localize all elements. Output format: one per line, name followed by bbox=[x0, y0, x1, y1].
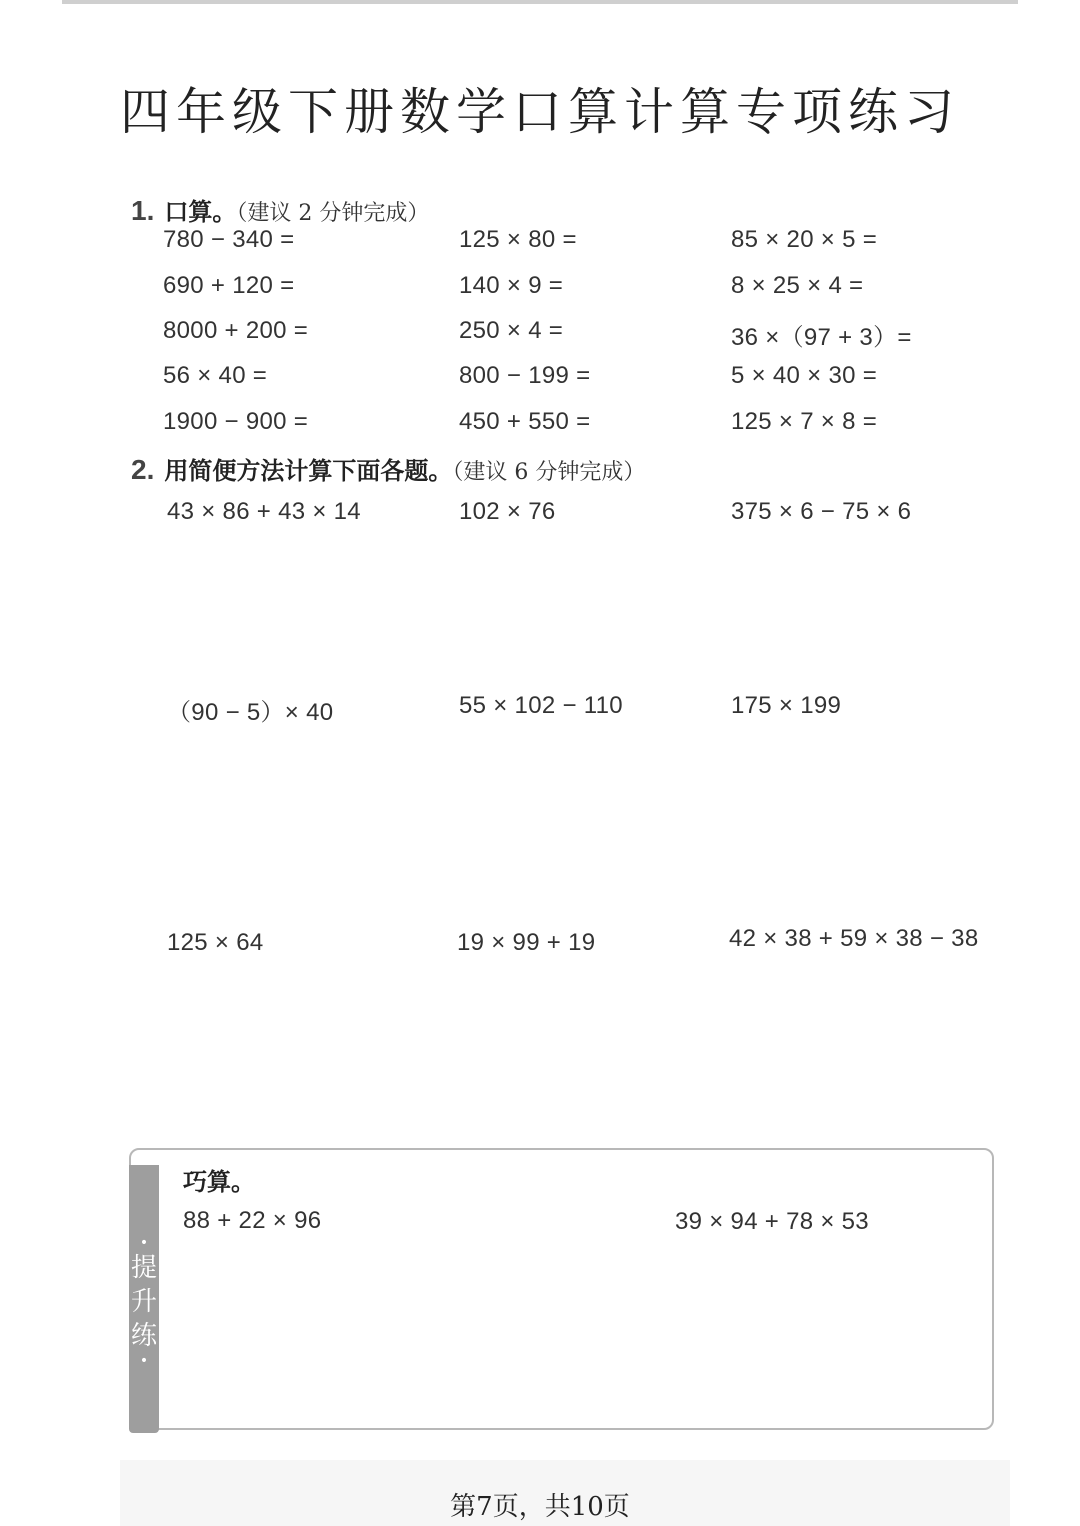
section-1-number: 1. bbox=[131, 195, 155, 226]
challenge-problem: 88 + 22 × 96 bbox=[183, 1207, 322, 1234]
page-title: 四年级下册数学口算计算专项练习 bbox=[120, 83, 960, 141]
section-1-hint: （建议 2 分钟完成） bbox=[236, 201, 430, 226]
oral-problem: 690 + 120 = bbox=[163, 272, 295, 299]
oral-problem: 8 × 25 × 4 = bbox=[731, 272, 864, 299]
section-2-number: 2. bbox=[131, 454, 155, 485]
side-tab-text bbox=[129, 1251, 159, 1353]
top-border-line bbox=[62, 0, 1018, 4]
challenge-panel bbox=[129, 1148, 994, 1430]
section-2-hint: （建议 6 分钟完成） bbox=[452, 460, 646, 485]
oral-problem: 125 × 80 = bbox=[459, 226, 577, 253]
section-1-heading bbox=[131, 192, 429, 227]
simplify-problem: 102 × 76 bbox=[459, 498, 556, 525]
oral-problem: 140 × 9 = bbox=[459, 272, 564, 299]
oral-problem: 36 ×（97 + 3）= bbox=[731, 324, 912, 351]
simplify-problem: 175 × 199 bbox=[731, 692, 842, 719]
oral-problem: 85 × 20 × 5 = bbox=[731, 226, 878, 253]
oral-problem: 780 − 340 = bbox=[163, 226, 295, 253]
section-2-heading bbox=[131, 451, 645, 486]
side-tab-char: 升 bbox=[130, 1287, 157, 1317]
simplify-problem: 43 × 86 + 43 × 14 bbox=[167, 498, 361, 525]
page-number: 第7页，共10页 bbox=[450, 1492, 630, 1522]
oral-problem: 450 + 550 = bbox=[459, 408, 591, 435]
oral-problem: 5 × 40 × 30 = bbox=[731, 362, 878, 389]
section-2-label: 用简便方法计算下面各题。 bbox=[164, 458, 453, 485]
oral-problem: 1900 − 900 = bbox=[163, 408, 309, 435]
simplify-problem: 125 × 64 bbox=[167, 929, 264, 956]
simplify-problem: 375 × 6 − 75 × 6 bbox=[731, 498, 912, 525]
panel-side-tab bbox=[129, 1165, 159, 1433]
simplify-problem: （90 − 5）× 40 bbox=[167, 699, 334, 726]
section-1-label: 口算。 bbox=[164, 199, 237, 226]
oral-problem: 125 × 7 × 8 = bbox=[731, 408, 878, 435]
side-tab-char: 练 bbox=[130, 1321, 157, 1351]
oral-problem: 8000 + 200 = bbox=[163, 317, 309, 344]
oral-problem: 250 × 4 = bbox=[459, 317, 564, 344]
challenge-problem: 39 × 94 + 78 × 53 bbox=[675, 1208, 869, 1235]
oral-problem: 56 × 40 = bbox=[163, 362, 268, 389]
simplify-problem: 55 × 102 − 110 bbox=[459, 692, 623, 719]
simplify-problem: 42 × 38 + 59 × 38 − 38 bbox=[729, 925, 979, 952]
side-tab-label: • 提 升 练 • bbox=[130, 1235, 157, 1369]
oral-problem: 800 − 199 = bbox=[459, 362, 591, 389]
simplify-problem: 19 × 99 + 19 bbox=[457, 929, 596, 956]
side-tab-char: 提 bbox=[130, 1253, 157, 1283]
panel-title: 巧算。 bbox=[183, 1169, 255, 1196]
